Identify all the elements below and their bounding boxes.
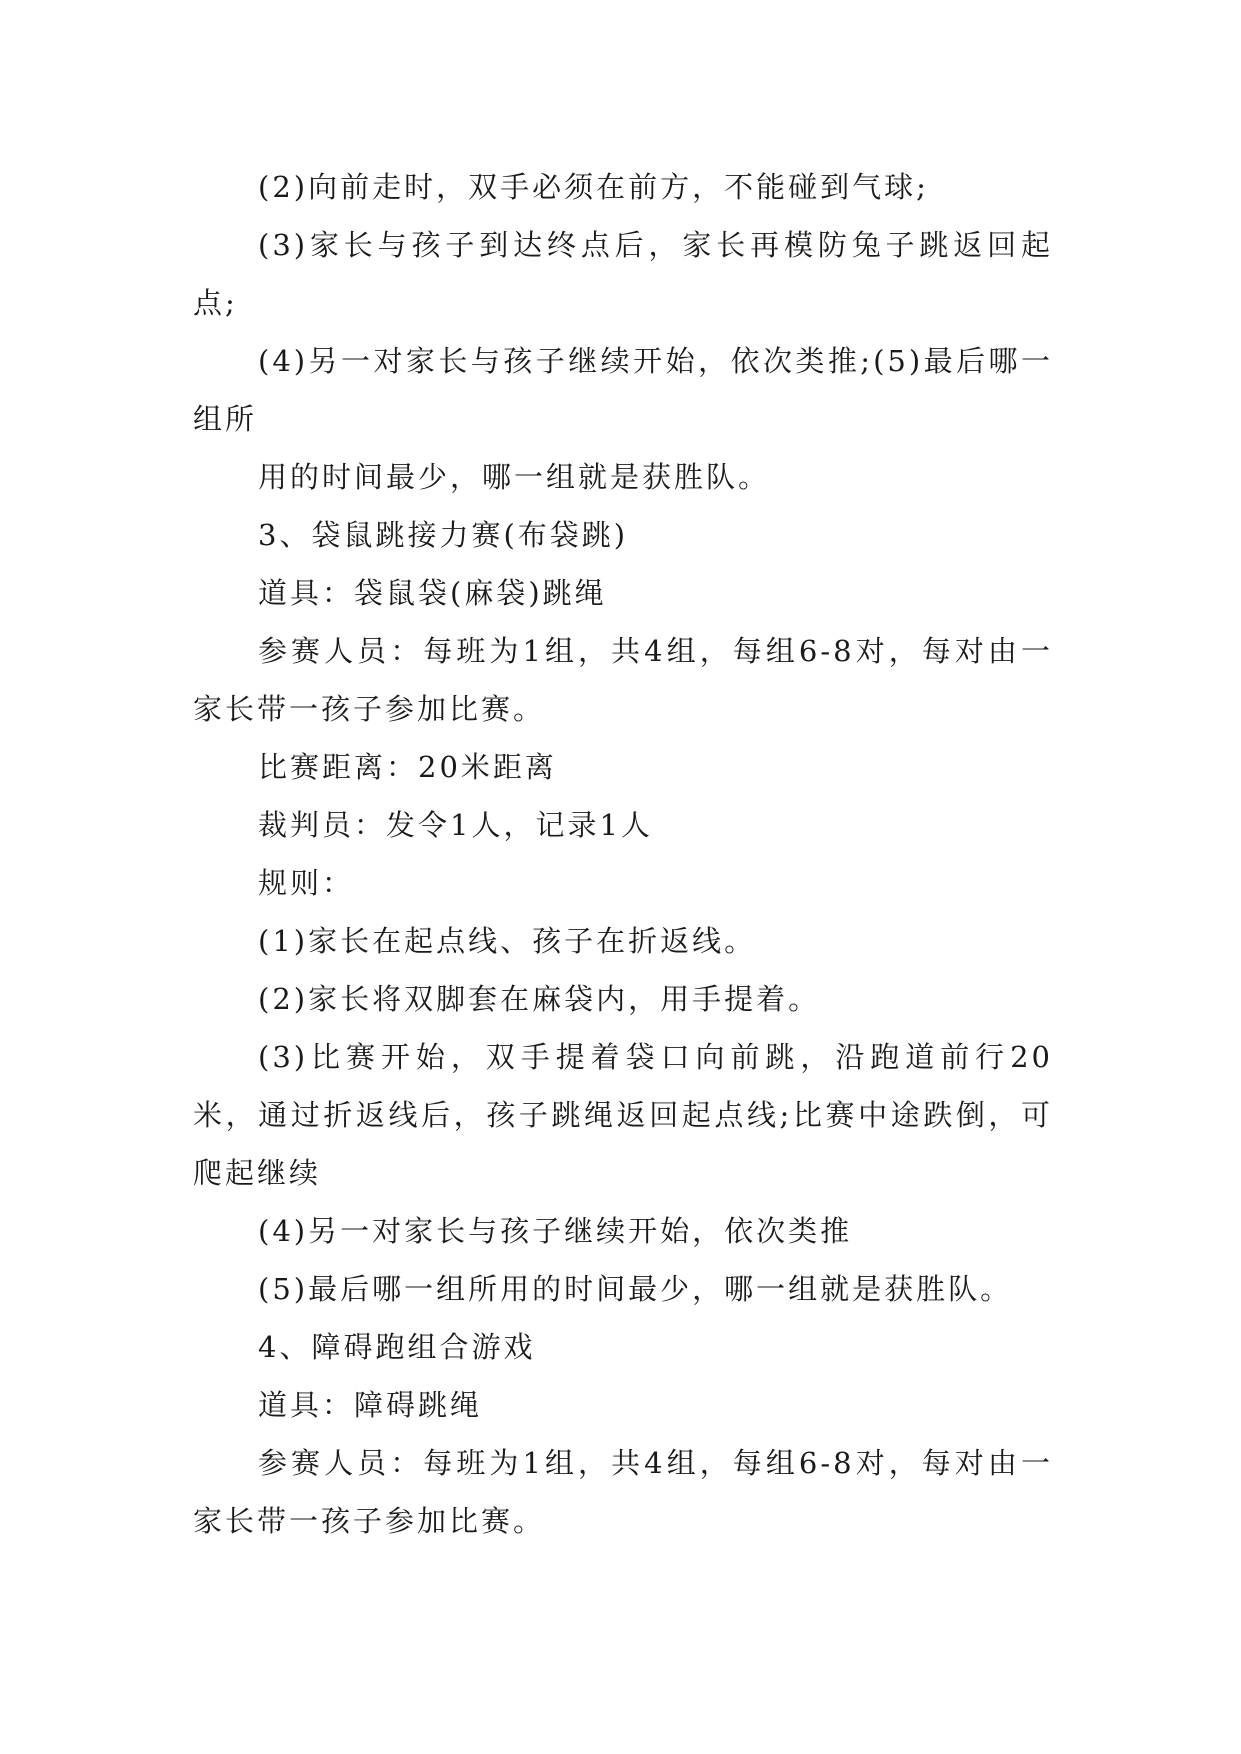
paragraph-props-obstacle: 道具：障碍跳绳 (258, 1388, 483, 1422)
paragraph-participants-obstacle: 参赛人员：每班为1组，共4组，每组6-8对，每对由一家长带一孩子参加比赛。 (193, 1446, 1053, 1538)
paragraph-rule-5-continued: 用的时间最少，哪一组就是获胜队。 (258, 460, 771, 494)
paragraph-rule-4b: (4)另一对家长与孩子继续开始，依次类推 (258, 1214, 853, 1248)
paragraph-rule-4-5: (4)另一对家长与孩子继续开始，依次类推;(5)最后哪一组所 (193, 344, 1053, 436)
paragraph-rule-1: (1)家长在起点线、孩子在折返线。 (258, 924, 757, 958)
section-heading-obstacle-race: 4、障碍跑组合游戏 (258, 1330, 536, 1364)
paragraph-referees: 裁判员：发令1人，记录1人 (258, 808, 653, 842)
paragraph-rule-2b: (2)家长将双脚套在麻袋内，用手提着。 (258, 982, 821, 1016)
paragraph-rule-3: (3)家长与孩子到达终点后，家长再模防兔子跳返回起点; (193, 228, 1053, 320)
section-heading-kangaroo-relay: 3、袋鼠跳接力赛(布袋跳) (258, 518, 629, 552)
paragraph-distance: 比赛距离：20米距离 (258, 750, 557, 784)
paragraph-rules-heading: 规则： (258, 866, 355, 900)
paragraph-rule-3b: (3)比赛开始，双手提着袋口向前跳，沿跑道前行20米，通过折返线后，孩子跳绳返回起点线;比赛中途跌倒，可爬起继续 (193, 1040, 1053, 1190)
paragraph-props: 道具：袋鼠袋(麻袋)跳绳 (258, 576, 607, 610)
paragraph-rule-2: (2)向前走时，双手必须在前方，不能碰到气球; (258, 170, 929, 204)
document-body (193, 158, 1053, 1550)
paragraph-rule-5b: (5)最后哪一组所用的时间最少，哪一组就是获胜队。 (258, 1272, 1013, 1306)
paragraph-participants: 参赛人员：每班为1组，共4组，每组6-8对，每对由一家长带一孩子参加比赛。 (193, 634, 1053, 726)
